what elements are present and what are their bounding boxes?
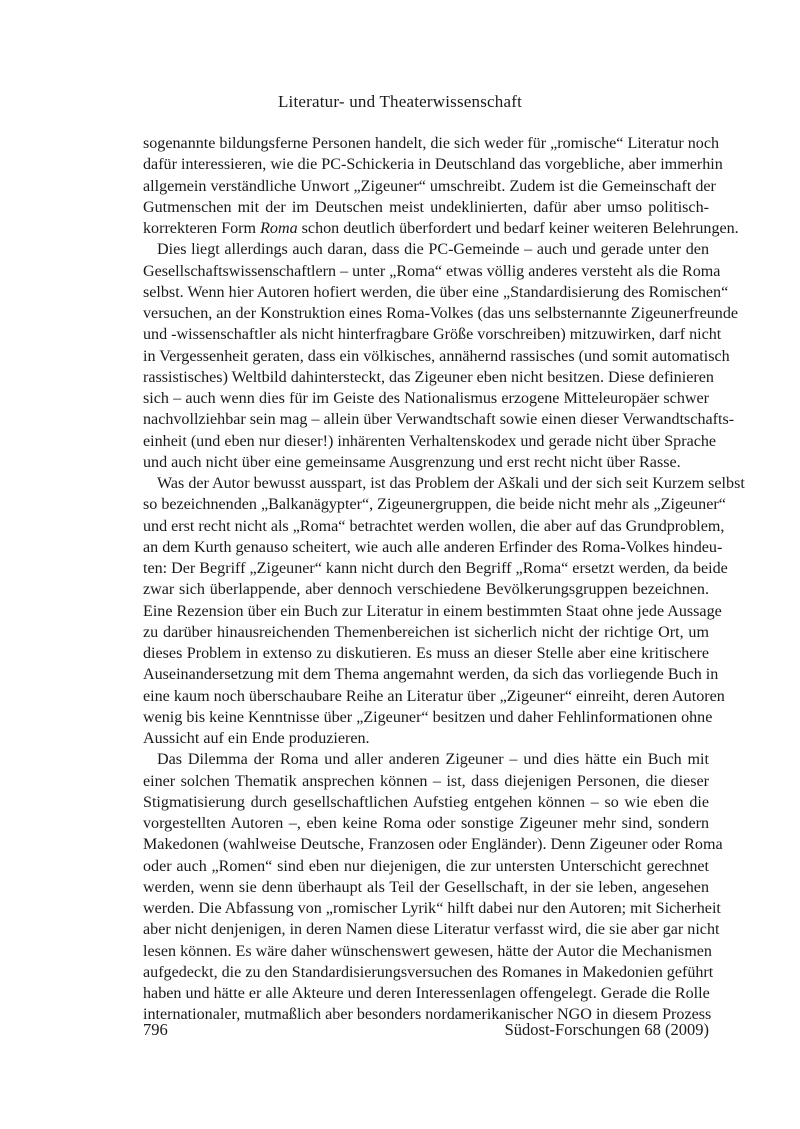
text-line: dafür interessieren, wie die PC-Schickeria in Deutschland das vorgebliche, aber immerhin xyxy=(143,156,723,174)
text-line: haben und hätte er alle Akteure und deren Interessenlagen offengelegt. Gerade die Rolle xyxy=(143,985,710,1002)
text-line: selbst. Wenn hier Autoren hofiert werden, die über eine „Standardisierung des Romischen“ xyxy=(143,283,729,301)
journal-citation: Südost-Forschungen 68 (2009) xyxy=(504,1020,709,1039)
text-line: an dem Kurth genauso scheitert, wie auch alle anderen Erfinder des Roma-Volkes hindeu- xyxy=(143,538,723,556)
text-line: und erst recht nicht als „Roma“ betrachtet werden wollen, die aber auf das Grundproblem, xyxy=(143,517,725,535)
text-line: aber nicht denjenigen, in deren Namen diese Literatur verfasst wird, die sie aber gar nicht xyxy=(143,921,720,939)
text-line: versuchen, an der Konstruktion eines Roma-Volkes (das uns selbsternannte Zigeunerfreunde xyxy=(143,305,739,322)
text-line: einer solchen Thematik ansprechen können – ist, dass diejenigen Personen, die dieser xyxy=(143,772,709,790)
paragraph xyxy=(143,239,739,473)
text-line: werden, wenn sie denn überhaupt als Teil der Gesellschaft, in der sie leben, angesehen xyxy=(143,878,709,896)
text-line: ten: Der Begriff „Zigeuner“ kann nicht durch den Begriff „Roma“ ersetzt werden, da beide xyxy=(143,560,728,577)
body-text xyxy=(143,133,745,1026)
text-line: Gutmenschen mit der im Deutschen meist undeklinierten, dafür aber umso politisch- xyxy=(143,198,709,216)
text-line: so bezeichnenden „Balkanägypter“, Zigeunergruppen, die beide nicht mehr als „Zigeuner“ xyxy=(143,496,726,514)
text-line: vorgestellten Autoren –, eben keine Roma oder sonstige Zigeuner mehr sind, sondern xyxy=(143,815,709,832)
text-line: einheit (und eben nur dieser!) inhärenten Verhaltenskodex und gerade nicht über Sprache xyxy=(143,432,717,450)
text-line: Auseinandersetzung mit dem Thema angemahnt werden, da sich das vorliegende Buch in xyxy=(143,666,719,684)
text-line: nachvollziehbar sein mag – allein über Verwandtschaft sowie einen dieser Verwandtschafts- xyxy=(143,411,735,429)
text-line: allgemein verständliche Unwort „Zigeuner“ umschreibt. Zudem ist die Gemeinschaft der xyxy=(143,177,716,195)
text-line: aufgedeckt, die zu den Standardisierungsversuchen des Romanes in Makedonien geführt xyxy=(143,963,714,981)
text-line: Was der Autor bewusst ausspart, ist das Problem der Aškali und der sich seit Kurzem selbst xyxy=(157,475,745,492)
text-line: Dies liegt allerdings auch daran, dass die PC-Gemeinde – auch und gerade unter den xyxy=(157,241,709,259)
text-line: internationaler, mutmaßlich aber besonders nordamerikanischer NGO in diesem Prozess xyxy=(143,1006,712,1024)
text-line: Das Dilemma der Roma und aller anderen Zigeuner – und dies hätte ein Buch mit xyxy=(157,751,709,769)
text-line: in Vergessenheit geraten, dass ein völkisches, annähernd rassisches (und somit automatisch xyxy=(143,347,730,365)
text-line: und auch nicht über eine gemeinsame Ausgrenzung und erst recht nicht über Rasse. xyxy=(143,453,681,471)
text-line: zwar sich überlappende, aber dennoch verschiedene Bevölkerungsgruppen bezeichnen. xyxy=(143,581,709,599)
text-line: sogenannte bildungsferne Personen handelt, die sich weder für „romische“ Literatur noch xyxy=(143,135,720,152)
text-line: und -wissenschaftler als nicht hinterfragbare Größe vorschreiben) mitzuwirken, darf nicht xyxy=(143,326,722,344)
text-line: Gesellschaftswissenschaftlern – unter „Roma“ etwas völlig anderes versteht als die Roma xyxy=(143,262,721,280)
text-line: korrekteren Form Roma schon deutlich überfordert und bedarf keiner weiteren Belehrungen. xyxy=(143,220,739,237)
text-line: eine kaum noch überschaubare Reihe an Literatur über „Zigeuner“ einreiht, deren Autoren xyxy=(143,687,725,705)
text-line: rassistisches) Weltbild dahintersteckt, das Zigeuner eben nicht besitzen. Diese definieren xyxy=(143,368,714,386)
paragraph xyxy=(143,749,723,1025)
running-head: Literatur- und Theaterwissenschaft xyxy=(277,92,523,111)
paragraph xyxy=(143,473,745,749)
paragraph xyxy=(143,133,739,239)
text-line: Eine Rezension über ein Buch zur Literatur in einem bestimmten Staat ohne jede Aussage xyxy=(143,602,722,620)
text-line: dieses Problem in extenso zu diskutieren. Es muss an dieser Stelle aber eine kritischere xyxy=(143,645,709,662)
text-line: Aussicht auf ein Ende produzieren. xyxy=(143,730,370,747)
text-line: zu darüber hinausreichenden Themenbereichen ist sicherlich nicht der richtige Ort, um xyxy=(143,623,709,641)
text-line: Stigmatisierung durch gesellschaftlichen Aufstieg entgehen können – so wie eben die xyxy=(143,793,709,811)
text-line: werden. Die Abfassung von „romischer Lyrik“ hilft dabei nur den Autoren; mit Sicherheit xyxy=(143,900,721,917)
text-line: oder auch „Romen“ sind eben nur diejenigen, die zur untersten Unterschicht gerechnet xyxy=(143,857,709,875)
text-line: wenig bis keine Kenntnisse über „Zigeuner“ besitzen und daher Fehlinformationen ohne xyxy=(143,708,713,726)
text-line: Makedonen (wahlweise Deutsche, Franzosen oder Engländer). Denn Zigeuner oder Roma xyxy=(143,836,723,854)
page-number: 796 xyxy=(143,1020,168,1039)
text-line: sich – auch wenn dies für im Geiste des Nationalismus erzogene Mitteleuropäer schwer xyxy=(143,390,709,407)
text-line: lesen können. Es wäre daher wünschenswert gewesen, hätte der Autor die Mechanismen xyxy=(143,942,712,960)
